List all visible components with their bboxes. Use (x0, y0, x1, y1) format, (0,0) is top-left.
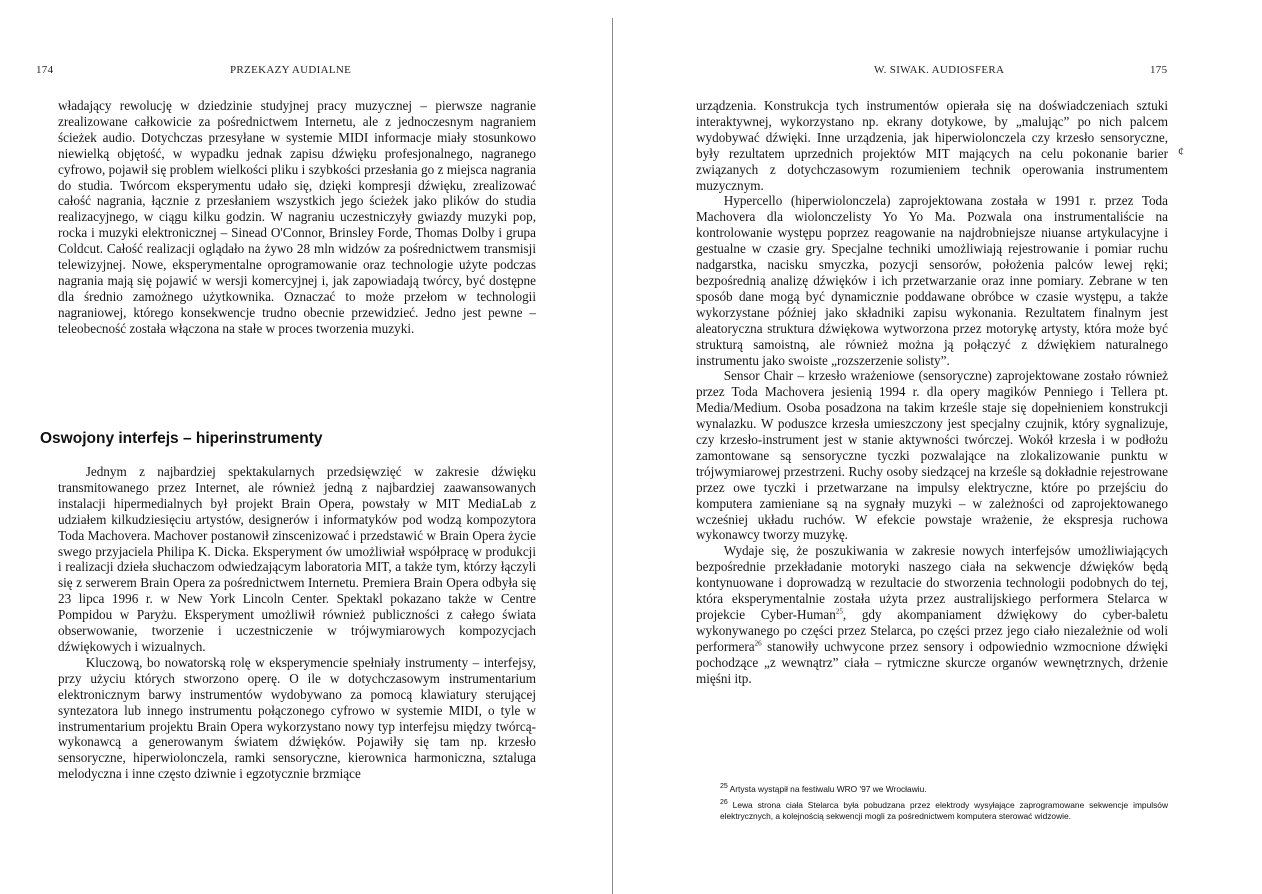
book-spine (612, 18, 613, 894)
margin-mark: ¢ (1178, 144, 1184, 158)
right-paragraph-3: Sensor Chair – krzesło wrażeniowe (sensoryczne) zaprojektowane zostało również przez Toda Machovera jesienią 1994 r. dla opery magików Penniego i Tellera pt. Media/Medium. Osoba posadzona na takim krześle staje się dopełnieniem konstrukcji wynalazku. W poduszce krzesła umieszczony jest specjalny czujnik, który sygnalizuje, czy krzesło-instrument jest w stanie aktywności twórczej. Wokół krzesła i w podłożu zamontowane są sensoryczne tyczki pozwalające na zlokalizowanie punktu w trójwymiarowej przestrzeni. Ruchy osoby siedzącej na krześle są dokładnie rejestrowane przez owe tyczki i przetwarzane na impulsy elektryczne, które po przejściu do komputera zamieniane są na sygnały muzyki – w zależności od zaprojektowanego wcześniej układu ruchów. W efekcie powstaje wrażenie, że ekspresja ruchowa wykonawcy tworzy muzykę. (696, 368, 1168, 543)
footnotes (720, 784, 1168, 827)
left-paragraph-1: władający rewolucję w dziedzinie studyjnej pracy muzycznej – pierwsze nagranie zrealizowane całkowicie za pośrednictwem Internetu, ale z jednoczesnym nagraniem ścieżek audio. Dotychczas przesyłane w systemie MIDI informacje miały stosunkowo niewielką objętość, w wypadku jednak zapisu dźwięku profesjonalnego, nagranego cyfrowo, pojawił się problem wielkości pliku i szybkości przesłania go z miejsca nagrania do studia. Twórcom eksperymentu udało się, dzięki kompresji dźwięku, zrealizować całość nagrania, łącznie z przesłaniem wszystkich jego ścieżek jako plików do studia realizacyjnego, w ciągu kilku godzin. W nagraniu uczestniczyły gwiazdy muzyki pop, rocka i muzyki elektronicznej – Sinead O'Connor, Brinsley Forde, Thomas Dolby i grupa Coldcut. Całość realizacji oglądało na żywo 28 mln widzów za pośrednictwem transmisji telewizyjnej. Nowe, eksperymentalne oprogramowanie oraz technologie użyte podczas nagrania mają się pojawić w wersji komercyjnej i, jak zapowiadają twórcy, być dostępne dla średnio zamożnego użytkownika. Oznaczać to może przełom w technologii nagraniowej, którego konsekwencje trudno obecnie przewidzieć. Jedno jest pewne – teleobecność została włączona na stałe w proces tworzenia muzyki. (58, 98, 536, 336)
footnote-26-text: Lewa strona ciała Stelarca była pobudzana przez elektrody wysyłające zaprogramowane sekwencje impulsów elektrycznych, a kolejnością sekwencji mogli za pośrednictwem komputera sterować widzowie. (720, 800, 1168, 821)
left-text-top (58, 98, 536, 337)
right-page (616, 0, 1262, 894)
paragraph-4-part-b: , gdy akompaniament dźwiękowy do cyber-baletu wykonywanego po części przez Stelarca, po części przez jego ciało niezależnie od woli performera (696, 607, 1168, 654)
footnote-ref-25: 25 (835, 607, 843, 616)
left-paragraph-3: Kluczową, bo nowatorską rolę w eksperymencie spełniały instrumenty – interfejsy, przy użyciu których stworzono operę. O ile w dotychczasowym instrumentarium elektronicznym barwy instrumentów wydobywano za pomocą klawiatury sterującej syntezatora lub innego instrumentu połączonego cyfrowo w systemie MIDI, o tyle w instrumentarium projektu Brain Opera wykorzystano nowy typ interfejsu między twórcą-wykonawcą a generowanym światem dźwięków. Pojawiły się tam np. krzesło sensoryczne, hiperwiolonczela, ramki sensoryczne, kierownica harmoniczna, sztaluga melodyczna i inne często dziwnie i egzotycznie brzmiące (58, 654, 536, 782)
right-paragraph-4 (696, 543, 1168, 686)
running-head-left: PRZEKAZY AUDIALNE (230, 64, 352, 76)
paragraph-4-part-a: Wydaje się, że poszukiwania w zakresie nowych interfejsów umożliwiających bezpośrednie przekładanie motoryki naszego ciała na sekwencje dźwięków będą kontynuowane i doprowadzą w rezultacie do stworzenia technologii podobnych do tej, która eksperymentalnie została użyta przez australijskiego performera Stelarca w projekcie Cyber-Human (696, 543, 1168, 622)
right-paragraph-1: urządzenia. Konstrukcja tych instrumentów opierała się na doświadczeniach sztuki interaktywnej, wykorzystano np. ekrany dotykowe, by „malując” po nich palcem wydobywać dźwięki. Inne urządzenia, jak hiperwiolonczela czy krzesło sensoryczne, były rezultatem uprzednich projektów MIT mających na celu pokonanie barier związanych z dotychczasowym rozumieniem technik operowania instrumentem muzycznym. (696, 98, 1168, 193)
left-paragraph-2: Jednym z najbardziej spektakularnych przedsięwzięć w zakresie dźwięku transmitowanego przez Internet, ale również jedną z najbardziej zaawansowanych instalacji hipermedialnych był projekt Brain Opera, powstały w MIT MediaLab z udziałem kilkudziesięciu artystów, designerów i informatyków pod wodzą kompozytora Toda Machovera. Machover postanowił zinscenizować i przedstawić w Brain Opera życie swego przyjaciela Philipa K. Dicka. Eksperyment ów umożliwiał współpracę w produkcji i realizacji dzieła słuchaczom odwiedzającym laboratoria MIT, a także tym, którzy łączyli się z serwerem Brain Opera za pośrednictwem Internetu. Premiera Brain Opera odbyła się 23 lipca 1996 r. w New York Lincoln Center. Spektakl pokazano także w Centre Pompidou w Paryżu. Eksperyment umożliwił również publiczności z całego świata obserwowanie, tworzenie i uczestniczenie w trójwymiarowych kompozycjach dźwiękowych i wizualnych. (58, 464, 536, 654)
footnote-26 (720, 800, 1168, 822)
left-text-bottom (58, 464, 536, 782)
left-page (0, 0, 610, 894)
right-text (696, 98, 1168, 687)
page-number-left: 174 (36, 64, 54, 76)
right-paragraph-2: Hypercello (hiperwiolonczela) zaprojektowana została w 1991 r. przez Toda Machovera dla wiolonczelisty Yo Yo Ma. Pozwala ona instrumentaliście na kontrolowanie występu poprzez reagowanie na najdrobniejsze niuanse artykulacyjne i gestualne w czasie gry. Specjalne techniki umożliwiają rejestrowanie i pomiar ruchu nadgarstka, nacisku smyczka, pozycji sensorów, położenia palców lewej ręki; bezpośrednią analizę dźwięków i ich przetwarzanie oraz inne pomiary. Zebrane w ten sposób dane mogą być dynamicznie poddawane obróbce w czasie występu, a także wykorzystane później jako składniki zapisu wykonania. Rezultatem finalnym jest aleatoryczna struktura dźwiękowa wytworzona przez motorykę artysty, która może być strukturą samoistną, ale również można ją połączyć z dźwiękiem naturalnego instrumentu jako swoiste „rozszerzenie solisty”. (696, 193, 1168, 368)
section-heading: Oswojony interfejs – hiperinstrumenty (40, 430, 323, 447)
running-head-right: W. SIWAK. AUDIOSFERA (874, 64, 1005, 76)
paragraph-4-part-c: stanowiły uchwycone przez sensory i odpowiednio wzmocnione dźwięki pochodzące „z wewnątrz” ciała – rytmiczne skurcze organów wewnętrznych, drżenie mięśni itp. (696, 638, 1168, 686)
page-number-right: 175 (1150, 64, 1168, 76)
footnote-25-text: Artysta wystąpił na festiwalu WRO '97 we Wrocławiu. (729, 784, 927, 794)
footnote-25 (720, 784, 1168, 795)
footnote-26-mark: 26 (720, 799, 728, 807)
footnote-25-mark: 25 (720, 783, 728, 791)
footnote-ref-26: 26 (754, 639, 762, 648)
